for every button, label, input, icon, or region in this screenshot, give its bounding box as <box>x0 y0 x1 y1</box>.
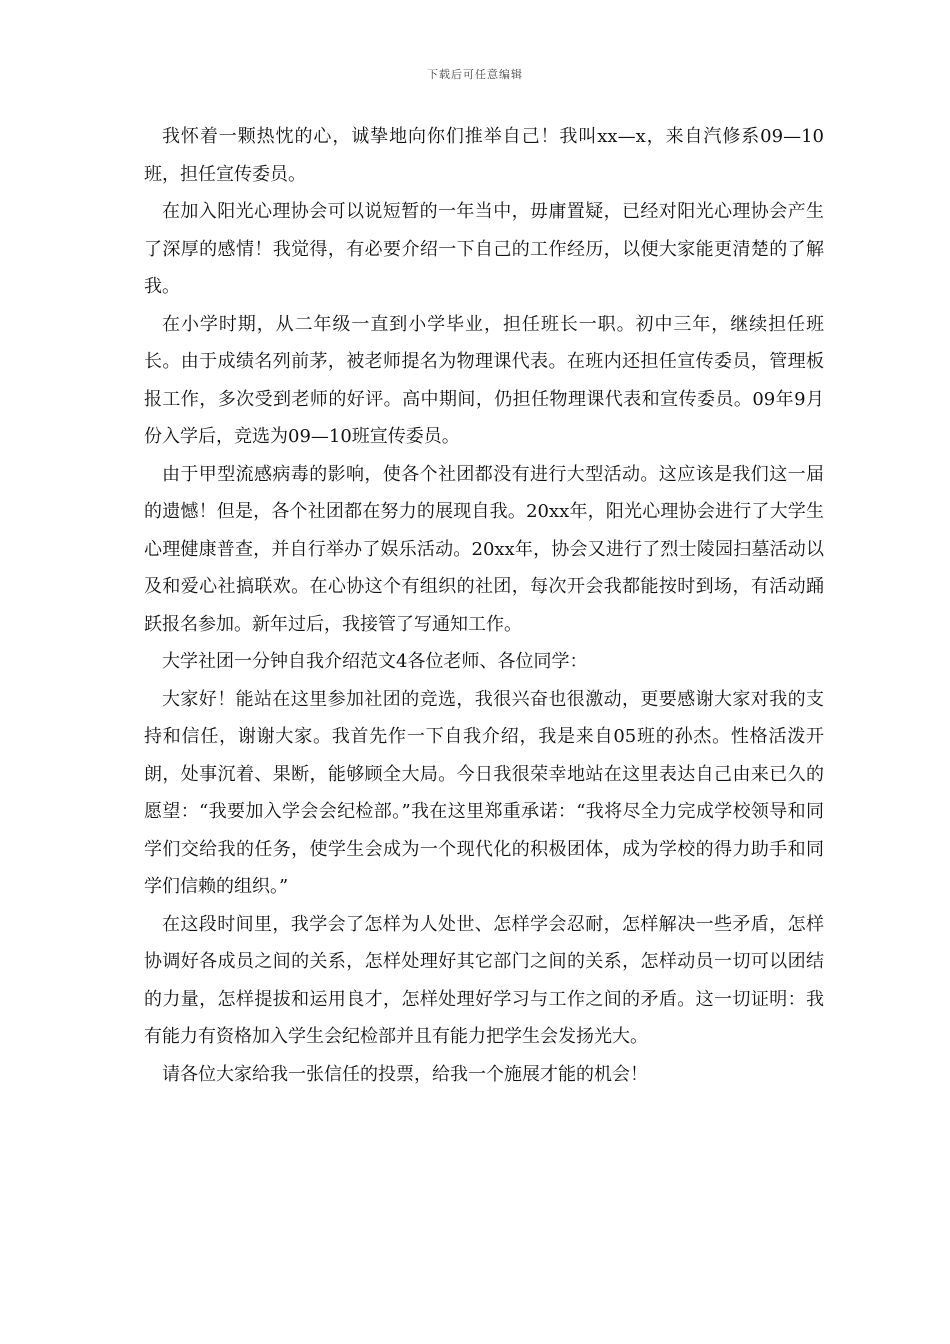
paragraph-school-history: 在小学时期，从二年级一直到小学毕业，担任班长一职。初中三年，继续担任班长。由于成绩名列前茅，被老师提名为物理课代表。在班内还担任宣传委员，管理板报工作，多次受到老师的好评。高中期间，仍担任物理课代表和宣传委员。09年9月份入学后，竞选为09—10班宣传委员。 <box>144 313 824 447</box>
paragraph-association: 在加入阳光心理协会可以说短暂的一年当中，毋庸置疑，已经对阳光心理协会产生了深厚的感情！我觉得，有必要介绍一下自己的工作经历，以便大家能更清楚的了解我。 <box>144 201 824 297</box>
paragraph-learned: 在这段时间里，我学会了怎样为人处世、怎样学会忍耐，怎样解决一些矛盾，怎样协调好各成员之间的关系，怎样处理好其它部门之间的关系，怎样动员一切可以团结的力量，怎样提拔和运用良才，怎样处理好学习与工作之间的矛盾。这一切证明：我有能力有资格加入学生会纪检部并且有能力把学生会发扬光大。 <box>144 913 824 1047</box>
paragraph-closing: 请各位大家给我一张信任的投票，给我一个施展才能的机会！ <box>162 1063 648 1085</box>
paragraph-section-heading: 大学社团一分钟自我介绍范文4各位老师、各位同学： <box>162 651 588 672</box>
paragraph-greeting: 大家好！能站在这里参加社团的竞选，我很兴奋也很激动，更要感谢大家对我的支持和信任，谢谢大家。我首先作一下自我介绍，我是来自05班的孙杰。性格活泼开朗，处事沉着、果断，能够顾全大局。今日我很荣幸地站在这里表达自己由来已久的愿望：“我要加入学会会纪检部。”我在这里郑重承诺：“我将尽全力完成学校领导和同学们交给我的任务，使学生会成为一个现代化的积极团体，成为学校的得力助手和同学们信赖的组织。” <box>144 688 824 897</box>
paragraph-club-activities: 由于甲型流感病毒的影响，使各个社团都没有进行大型活动。这应该是我们这一届的遗憾！但是，各个社团都在努力的展现自我。20xx年，阳光心理协会进行了大学生心理健康普查，并自行举办了娱乐活动。20xx年，协会又进行了烈士陵园扫墓活动以及和爱心社搞联欢。在心协这个有组织的社团，每次开会我都能按时到场，有活动踊跃报名参加。新年过后，我接管了写通知工作。 <box>144 463 824 635</box>
paragraph-intro: 我怀着一颗热忱的心，诚挚地向你们推举自己！我叫xx—x，来自汽修系09—10班，担任宣传委员。 <box>144 126 824 185</box>
document-body <box>144 118 824 1093</box>
page-header-note: 下载后可任意编辑 <box>427 68 523 81</box>
